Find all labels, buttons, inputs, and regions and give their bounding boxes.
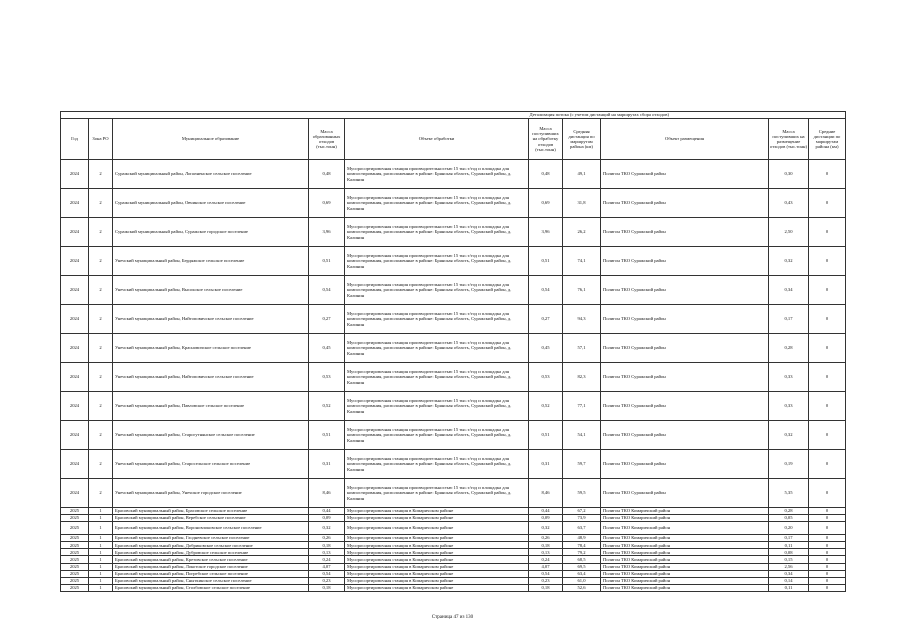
cell-mproc: 8,46 <box>529 479 563 508</box>
column-header: Средняя дистанция по маршрутам района (км) <box>563 119 601 160</box>
cell-year: 2025 <box>61 556 89 563</box>
cell-dist: 67,2 <box>563 508 601 515</box>
cell-mproc: 0,31 <box>529 450 563 479</box>
table-row <box>61 189 846 218</box>
cell-dist2: 0 <box>809 535 846 542</box>
cell-zone: 1 <box>89 563 113 570</box>
table-row <box>61 549 846 556</box>
cell-proc: Мусоросортировочная станция в Комаричском районе <box>345 549 529 556</box>
cell-mo: Суражский муниципальный район, Лопазненское сельское поселение <box>113 160 309 189</box>
cell-mass: 0,26 <box>309 535 345 542</box>
cell-year: 2024 <box>61 479 89 508</box>
cell-year: 2025 <box>61 563 89 570</box>
cell-zone: 2 <box>89 334 113 363</box>
table-row <box>61 508 846 515</box>
cell-mplace: 0,17 <box>769 305 809 334</box>
cell-dist2: 0 <box>809 577 846 584</box>
cell-proc: Мусоросортировочная станция в Комаричском районе <box>345 535 529 542</box>
cell-mproc: 0,44 <box>529 508 563 515</box>
cell-dist2: 0 <box>809 305 846 334</box>
cell-mass: 0,54 <box>309 570 345 577</box>
cell-proc: Мусоросортировочная станция производительностью 15 тыс.т/год и площадка для компостирования, расположенные в районе: Брянская область, Суражский район, д. Калинин <box>345 334 529 363</box>
table-row <box>61 522 846 535</box>
table-row <box>61 479 846 508</box>
cell-mplace: 2,50 <box>769 218 809 247</box>
cell-dist2: 0 <box>809 450 846 479</box>
cell-dist: 54,1 <box>563 421 601 450</box>
cell-mplace: 0,34 <box>769 276 809 305</box>
cell-dist: 49,1 <box>563 160 601 189</box>
cell-dist2: 0 <box>809 549 846 556</box>
cell-mo: Унечский муниципальный район, Старосельское сельское поселение <box>113 450 309 479</box>
cell-proc: Мусоросортировочная станция в Комаричском районе <box>345 522 529 535</box>
cell-year: 2024 <box>61 450 89 479</box>
cell-dist: 68,5 <box>563 556 601 563</box>
column-header: Средние дистанции по маршрутам района (км) <box>809 119 846 160</box>
cell-proc: Мусоросортировочная станция производительностью 15 тыс.т/год и площадка для компостирования, расположенные в районе: Брянская область, Суражский район, д. Калинин <box>345 218 529 247</box>
column-header: Масса поступивших на размещение отходов (тыс.тонн) <box>769 119 809 160</box>
cell-year: 2024 <box>61 189 89 218</box>
cell-place: Полигон ТКО Суражский район <box>601 218 769 247</box>
cell-year: 2025 <box>61 584 89 591</box>
cell-place: Полигон ТКО Суражский район <box>601 189 769 218</box>
cell-year: 2024 <box>61 160 89 189</box>
cell-year: 2024 <box>61 334 89 363</box>
cell-zone: 1 <box>89 577 113 584</box>
cell-zone: 2 <box>89 160 113 189</box>
cell-zone: 1 <box>89 549 113 556</box>
cell-mproc: 0,18 <box>529 584 563 591</box>
cell-mproc: 0,53 <box>529 363 563 392</box>
cell-dist: 26,2 <box>563 218 601 247</box>
cell-dist2: 0 <box>809 276 846 305</box>
cell-mplace: 0,28 <box>769 508 809 515</box>
cell-mo: Брасовский муниципальный район, Глодневское сельское поселение <box>113 535 309 542</box>
page-number: Страница 47 из 130 <box>431 615 474 620</box>
cell-year: 2024 <box>61 276 89 305</box>
cell-year: 2025 <box>61 508 89 515</box>
cell-proc: Мусоросортировочная станция производительностью 15 тыс.т/год и площадка для компостирования, расположенные в районе: Брянская область, Суражский район, д. Калинин <box>345 189 529 218</box>
table-row <box>61 392 846 421</box>
cell-place: Полигон ТКО Суражский район <box>601 305 769 334</box>
table-row <box>61 218 846 247</box>
cell-mass: 0,23 <box>309 577 345 584</box>
cell-mo: Унечский муниципальный район, Красновичское сельское поселение <box>113 334 309 363</box>
cell-mo: Суражский муниципальный район, Овчинское сельское поселение <box>113 189 309 218</box>
cell-year: 2025 <box>61 577 89 584</box>
cell-place: Полигон ТКО Комаричский район <box>601 535 769 542</box>
cell-dist: 63,4 <box>563 570 601 577</box>
cell-proc: Мусоросортировочная станция производительностью 15 тыс.т/год и площадка для компостирования, расположенные в районе: Брянская область, Суражский район, д. Калинин <box>345 479 529 508</box>
cell-year: 2025 <box>61 522 89 535</box>
cell-year: 2024 <box>61 218 89 247</box>
column-header: Масса образованных отходов (тыс.тонн) <box>309 119 345 160</box>
cell-place: Полигон ТКО Комаричский район <box>601 556 769 563</box>
cell-zone: 2 <box>89 421 113 450</box>
cell-place: Полигон ТКО Суражский район <box>601 392 769 421</box>
cell-mo: Унечский муниципальный район, Бердяжское сельское поселение <box>113 247 309 276</box>
cell-dist2: 0 <box>809 334 846 363</box>
cell-mplace: 0,19 <box>769 450 809 479</box>
cell-proc: Мусоросортировочная станция производительностью 15 тыс.т/год и площадка для компостирования, расположенные в районе: Брянская область, Суражский район, д. Калинин <box>345 247 529 276</box>
cell-zone: 2 <box>89 305 113 334</box>
column-header: Масса поступивших на обработку отходов (тыс.тонн) <box>529 119 563 160</box>
cell-zone: 1 <box>89 584 113 591</box>
cell-dist2: 0 <box>809 392 846 421</box>
cell-dist2: 0 <box>809 508 846 515</box>
cell-year: 2025 <box>61 535 89 542</box>
cell-proc: Мусоросортировочная станция в Комаричском районе <box>345 556 529 563</box>
cell-mproc: 0,51 <box>529 247 563 276</box>
cell-dist: 48,9 <box>563 535 601 542</box>
cell-zone: 1 <box>89 570 113 577</box>
cell-place: Полигон ТКО Суражский район <box>601 363 769 392</box>
cell-dist: 61,0 <box>563 577 601 584</box>
table-row <box>61 247 846 276</box>
cell-year: 2025 <box>61 515 89 522</box>
table-row <box>61 563 846 570</box>
cell-proc: Мусоросортировочная станция производительностью 15 тыс.т/год и площадка для компостирования, расположенные в районе: Брянская область, Суражский район, д. Калинин <box>345 305 529 334</box>
cell-mass: 0,54 <box>309 276 345 305</box>
cell-zone: 2 <box>89 479 113 508</box>
cell-mplace: 5,35 <box>769 479 809 508</box>
cell-dist2: 0 <box>809 479 846 508</box>
cell-mass: 0,52 <box>309 392 345 421</box>
cell-proc: Мусоросортировочная станция производительностью 15 тыс.т/год и площадка для компостирования, расположенные в районе: Брянская область, Суражский район, д. Калинин <box>345 363 529 392</box>
table-caption-spacer <box>61 112 529 119</box>
cell-mo: Брасовский муниципальный район, Погребское сельское поселение <box>113 570 309 577</box>
cell-dist: 59,5 <box>563 479 601 508</box>
table-header-row <box>61 119 846 160</box>
cell-mo: Унечский муниципальный район, Высокское сельское поселение <box>113 276 309 305</box>
cell-zone: 1 <box>89 542 113 549</box>
table-row <box>61 305 846 334</box>
cell-place: Полигон ТКО Комаричский район <box>601 515 769 522</box>
cell-place: Полигон ТКО Комаричский район <box>601 508 769 515</box>
cell-mplace: 0,32 <box>769 421 809 450</box>
cell-year: 2025 <box>61 542 89 549</box>
table-row <box>61 363 846 392</box>
cell-mo: Унечский муниципальный район, Найтоповичское сельское поселение <box>113 363 309 392</box>
cell-year: 2025 <box>61 570 89 577</box>
table-row <box>61 334 846 363</box>
cell-mplace: 0,28 <box>769 334 809 363</box>
cell-place: Полигон ТКО Комаричский район <box>601 542 769 549</box>
cell-place: Полигон ТКО Суражский район <box>601 160 769 189</box>
cell-dist2: 0 <box>809 421 846 450</box>
cell-place: Полигон ТКО Суражский район <box>601 276 769 305</box>
cell-mass: 0,13 <box>309 549 345 556</box>
cell-mo: Унечский муниципальный район, Старогутнянское сельское поселение <box>113 421 309 450</box>
cell-place: Полигон ТКО Комаричский район <box>601 577 769 584</box>
cell-year: 2024 <box>61 363 89 392</box>
cell-dist2: 0 <box>809 556 846 563</box>
table-row <box>61 160 846 189</box>
table-caption: Детализация потока (с учетом дистанций на маршрутах сбора отходов) <box>529 112 846 119</box>
cell-mproc: 0,09 <box>529 515 563 522</box>
cell-mass: 0,69 <box>309 189 345 218</box>
column-header: Объект размещения <box>601 119 769 160</box>
cell-mass: 4,07 <box>309 563 345 570</box>
cell-place: Полигон ТКО Суражский район <box>601 450 769 479</box>
cell-dist2: 0 <box>809 542 846 549</box>
cell-zone: 2 <box>89 218 113 247</box>
cell-dist2: 0 <box>809 189 846 218</box>
cell-proc: Мусоросортировочная станция производительностью 15 тыс.т/год и площадка для компостирования, расположенные в районе: Брянская область, Суражский район, д. Калинин <box>345 276 529 305</box>
cell-dist2: 0 <box>809 363 846 392</box>
cell-mass: 0,18 <box>309 584 345 591</box>
cell-mass: 0,44 <box>309 508 345 515</box>
cell-mplace: 0,11 <box>769 584 809 591</box>
table-row <box>61 421 846 450</box>
table-row <box>61 276 846 305</box>
cell-zone: 2 <box>89 392 113 421</box>
cell-place: Полигон ТКО Суражский район <box>601 479 769 508</box>
cell-dist: 76,1 <box>563 276 601 305</box>
cell-place: Полигон ТКО Комаричский район <box>601 584 769 591</box>
cell-dist2: 0 <box>809 247 846 276</box>
cell-dist: 31,8 <box>563 189 601 218</box>
cell-proc: Мусоросортировочная станция производительностью 15 тыс.т/год и площадка для компостирования, расположенные в районе: Брянская область, Суражский район, д. Калинин <box>345 450 529 479</box>
cell-mo: Брасовский муниципальный район, Кретовское сельское поселение <box>113 556 309 563</box>
table-row <box>61 535 846 542</box>
table-row <box>61 577 846 584</box>
cell-mproc: 0,48 <box>529 160 563 189</box>
cell-proc: Мусоросортировочная станция в Комаричском районе <box>345 570 529 577</box>
cell-proc: Мусоросортировочная станция в Комаричском районе <box>345 563 529 570</box>
cell-place: Полигон ТКО Суражский район <box>601 334 769 363</box>
cell-mo: Брасовский муниципальный район, Сныткинское сельское поселение <box>113 577 309 584</box>
cell-mass: 8,46 <box>309 479 345 508</box>
cell-dist2: 0 <box>809 218 846 247</box>
table-row <box>61 556 846 563</box>
cell-year: 2024 <box>61 392 89 421</box>
cell-year: 2024 <box>61 247 89 276</box>
cell-proc: Мусоросортировочная станция в Комаричском районе <box>345 515 529 522</box>
cell-proc: Мусоросортировочная станция производительностью 15 тыс.т/год и площадка для компостирования, расположенные в районе: Брянская область, Суражский район, д. Калинин <box>345 421 529 450</box>
cell-mplace: 0,08 <box>769 549 809 556</box>
cell-dist: 57,1 <box>563 334 601 363</box>
cell-zone: 2 <box>89 247 113 276</box>
cell-mproc: 0,23 <box>529 577 563 584</box>
cell-mo: Суражский муниципальный район, Суражское городское поселение <box>113 218 309 247</box>
cell-mproc: 0,27 <box>529 305 563 334</box>
cell-mass: 0,53 <box>309 363 345 392</box>
cell-dist: 52,6 <box>563 584 601 591</box>
cell-mo: Унечский муниципальный район, Унечское городское поселение <box>113 479 309 508</box>
cell-mproc: 0,54 <box>529 570 563 577</box>
column-header: Зона РО <box>89 119 113 160</box>
cell-year: 2024 <box>61 305 89 334</box>
cell-proc: Мусоросортировочная станция в Комаричском районе <box>345 577 529 584</box>
cell-mproc: 0,24 <box>529 556 563 563</box>
cell-place: Полигон ТКО Комаричский район <box>601 563 769 570</box>
cell-mass: 0,31 <box>309 450 345 479</box>
cell-dist: 77,1 <box>563 392 601 421</box>
cell-dist: 82,3 <box>563 363 601 392</box>
cell-mo: Унечский муниципальный район, Найтоповичское сельское поселение <box>113 305 309 334</box>
cell-mproc: 0,13 <box>529 549 563 556</box>
cell-mplace: 0,17 <box>769 535 809 542</box>
cell-mo: Брасовский муниципальный район, Добриковское сельское поселение <box>113 542 309 549</box>
cell-mo: Унечский муниципальный район, Павловское сельское поселение <box>113 392 309 421</box>
table-row <box>61 570 846 577</box>
cell-zone: 1 <box>89 522 113 535</box>
cell-place: Полигон ТКО Комаричский район <box>601 522 769 535</box>
cell-mplace: 0,33 <box>769 392 809 421</box>
cell-mplace: 2,56 <box>769 563 809 570</box>
cell-mass: 0,51 <box>309 247 345 276</box>
cell-proc: Мусоросортировочная станция производительностью 15 тыс.т/год и площадка для компостирования, расположенные в районе: Брянская область, Суражский район, д. Калинин <box>345 392 529 421</box>
cell-dist2: 0 <box>809 160 846 189</box>
cell-proc: Мусоросортировочная станция производительностью 15 тыс.т/год и площадка для компостирования, расположенные в районе: Брянская область, Суражский район, д. Калинин <box>345 160 529 189</box>
cell-zone: 2 <box>89 363 113 392</box>
cell-proc: Мусоросортировочная станция в Комаричском районе <box>345 584 529 591</box>
cell-mo: Брасовский муниципальный район, Столбовское сельское поселение <box>113 584 309 591</box>
cell-place: Полигон ТКО Комаричский район <box>601 570 769 577</box>
cell-place: Полигон ТКО Суражский район <box>601 421 769 450</box>
cell-mproc: 4,07 <box>529 563 563 570</box>
cell-mproc: 0,45 <box>529 334 563 363</box>
cell-mproc: 0,18 <box>529 542 563 549</box>
cell-mproc: 0,51 <box>529 421 563 450</box>
cell-dist2: 0 <box>809 570 846 577</box>
cell-mplace: 0,14 <box>769 577 809 584</box>
cell-mass: 0,18 <box>309 542 345 549</box>
cell-dist: 74,1 <box>563 247 601 276</box>
cell-mass: 0,51 <box>309 421 345 450</box>
cell-mplace: 0,43 <box>769 189 809 218</box>
cell-zone: 2 <box>89 276 113 305</box>
cell-proc: Мусоросортировочная станция в Комаричском районе <box>345 508 529 515</box>
cell-mproc: 3,96 <box>529 218 563 247</box>
cell-mass: 0,24 <box>309 556 345 563</box>
cell-proc: Мусоросортировочная станция в Комаричском районе <box>345 542 529 549</box>
cell-dist: 63,7 <box>563 522 601 535</box>
table-row <box>61 450 846 479</box>
cell-zone: 1 <box>89 515 113 522</box>
cell-mass: 0,09 <box>309 515 345 522</box>
cell-dist2: 0 <box>809 563 846 570</box>
cell-mass: 0,32 <box>309 522 345 535</box>
table-row <box>61 515 846 522</box>
cell-mplace: 0,15 <box>769 556 809 563</box>
cell-mplace: 0,32 <box>769 247 809 276</box>
cell-zone: 1 <box>89 508 113 515</box>
cell-mass: 0,45 <box>309 334 345 363</box>
cell-year: 2024 <box>61 421 89 450</box>
table-row <box>61 584 846 591</box>
cell-mass: 0,27 <box>309 305 345 334</box>
cell-dist: 59,7 <box>563 450 601 479</box>
cell-mplace: 0,33 <box>769 363 809 392</box>
cell-mproc: 0,26 <box>529 535 563 542</box>
cell-mplace: 0,11 <box>769 542 809 549</box>
cell-zone: 2 <box>89 189 113 218</box>
cell-dist: 69,5 <box>563 563 601 570</box>
cell-mass: 3,96 <box>309 218 345 247</box>
cell-place: Полигон ТКО Комаричский район <box>601 549 769 556</box>
cell-place: Полигон ТКО Суражский район <box>601 247 769 276</box>
cell-mo: Брасовский муниципальный район, Брасовское сельское поселение <box>113 508 309 515</box>
cell-dist: 94,3 <box>563 305 601 334</box>
waste-flow-table <box>60 111 846 592</box>
table-row <box>61 542 846 549</box>
cell-mplace: 0,30 <box>769 160 809 189</box>
cell-dist: 73,9 <box>563 515 601 522</box>
cell-mplace: 0,20 <box>769 522 809 535</box>
cell-dist2: 0 <box>809 522 846 535</box>
cell-mplace: 0,34 <box>769 570 809 577</box>
cell-dist: 79,2 <box>563 549 601 556</box>
cell-mproc: 0,52 <box>529 392 563 421</box>
column-header: Год <box>61 119 89 160</box>
cell-mo: Брасовский муниципальный район, Локотское городское поселение <box>113 563 309 570</box>
cell-dist: 78,4 <box>563 542 601 549</box>
cell-dist2: 0 <box>809 515 846 522</box>
cell-dist2: 0 <box>809 584 846 591</box>
cell-mproc: 0,54 <box>529 276 563 305</box>
cell-mo: Брасовский муниципальный район, Веребское сельское поселение <box>113 515 309 522</box>
cell-mo: Брасовский муниципальный район, Вороновлоковское сельское поселение <box>113 522 309 535</box>
cell-zone: 2 <box>89 450 113 479</box>
cell-zone: 1 <box>89 556 113 563</box>
table-body <box>61 160 846 592</box>
cell-mproc: 0,69 <box>529 189 563 218</box>
cell-mass: 0,48 <box>309 160 345 189</box>
report-sheet <box>60 111 845 592</box>
cell-zone: 1 <box>89 535 113 542</box>
cell-mplace: 0,05 <box>769 515 809 522</box>
cell-year: 2025 <box>61 549 89 556</box>
column-header: Муниципальное образование <box>113 119 309 160</box>
cell-mo: Брасовский муниципальный район, Дубровское сельское поселение <box>113 549 309 556</box>
cell-mproc: 0,32 <box>529 522 563 535</box>
column-header: Объект обработки <box>345 119 529 160</box>
